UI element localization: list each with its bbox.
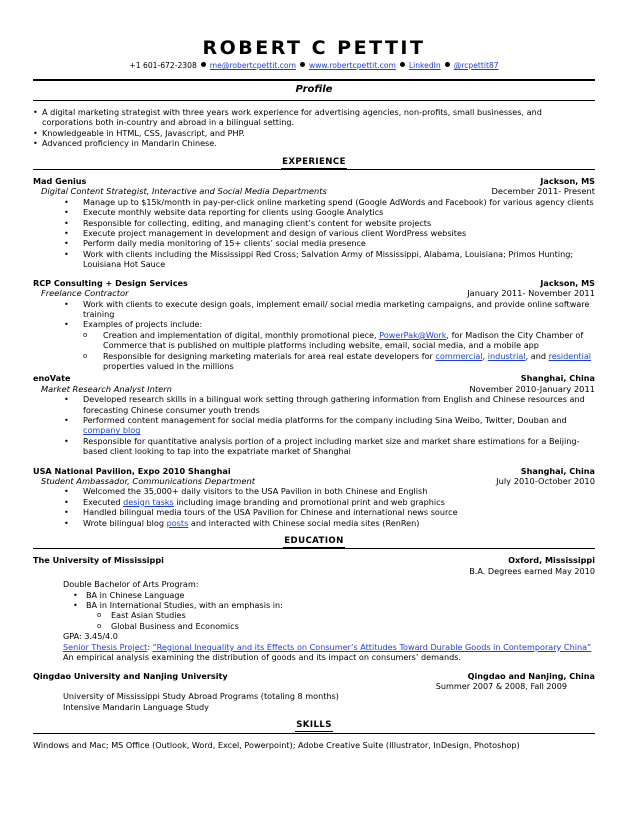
posts-link[interactable]: posts bbox=[166, 517, 189, 528]
job-bullet: • Wrote bilingual blog posts and interacted with Chinese social media sites (RenRen) bbox=[83, 518, 595, 528]
job-location: Shanghai, China bbox=[520, 373, 595, 384]
job-bullet: • Work with clients including the Mississippi Red Cross; Salvation Army of Mississippi, Alabama, Louisiana; Primos Hunting; Louisiana Hot Sauce bbox=[83, 249, 595, 270]
job-bullet: • Work with clients to execute design goals, implement email/ social media marketing campaigns, and provide online software training bbox=[83, 299, 595, 320]
job-location: Jackson, MS bbox=[540, 176, 595, 187]
job-title: Market Research Analyst Intern bbox=[41, 383, 172, 394]
job-bullets bbox=[33, 394, 595, 456]
emphasis-item: o East Asian Studies bbox=[111, 610, 595, 620]
sub-bullet: o Creation and implementation of digital, monthly promotional piece, PowerPak@Work, for Madison the City Chamber of Commerce that is published on multiple platforms including website, email, social media, and a mobile app bbox=[103, 330, 595, 351]
majors-list bbox=[33, 590, 595, 611]
job-entry bbox=[33, 176, 595, 270]
bullet-dot bbox=[300, 62, 305, 67]
website-link[interactable]: www.robertcpettit.com bbox=[308, 61, 396, 70]
emphasis-item: o Global Business and Economics bbox=[111, 621, 595, 631]
job-entry bbox=[33, 373, 595, 456]
company-name: Mad Genius bbox=[33, 176, 87, 187]
job-bullet: • Welcomed the 35,000+ daily visitors to the USA Pavilion in both Chinese and English bbox=[83, 486, 595, 496]
job-bullet: • Responsible for quantitative analysis portion of a project including market size and market share estimations for a Beijing-based client looking to tap into the expatriate market of Shanghai bbox=[83, 436, 595, 457]
company-name: USA National Pavilion, Expo 2010 Shanghai bbox=[33, 465, 231, 476]
education-heading: EDUCATION bbox=[284, 536, 344, 547]
major-item: • BA in Chinese Language bbox=[86, 590, 595, 600]
contact-line bbox=[33, 61, 595, 71]
emphasis-list bbox=[33, 610, 595, 631]
thesis-title-link[interactable]: “Regional Inequality and its Effects on Consumer’s Attitudes Toward Durable Goods in Contemporary China” bbox=[152, 641, 592, 652]
school-location: Oxford, Mississippi bbox=[508, 555, 595, 566]
job-bullet: • Manage up to $15k/month in pay-per-click online marketing spend (Google AdWords and Facebook) for various agency clients bbox=[83, 197, 595, 207]
profile-item: • Knowledgeable in HTML, CSS, Javascript, and PHP. bbox=[33, 128, 595, 138]
job-location: Shanghai, China bbox=[520, 465, 595, 476]
profile-item: • Advanced proficiency in Mandarin Chinese. bbox=[33, 138, 595, 148]
program-label: Double Bachelor of Arts Program: bbox=[63, 579, 199, 590]
job-bullet: • Perform daily media monitoring of 15+ clients’ social media presence bbox=[83, 238, 595, 248]
job-location: Jackson, MS bbox=[540, 277, 595, 288]
education-entry bbox=[33, 555, 595, 662]
degree-date: B.A. Degrees earned May 2010 bbox=[469, 565, 595, 576]
job-bullet: • Execute project management in development and design of various client WordPress websites bbox=[83, 228, 595, 238]
job-dates: December 2011- Present bbox=[491, 186, 595, 197]
major-item: • BA in International Studies, with an emphasis in: bbox=[86, 600, 595, 610]
thesis: Senior Thesis Project: “Regional Inequality and its Effects on Consumer’s Attitudes Toward Durable Goods in Contemporary China” An empirical analysis examining the distribution of goods and its impact on consumers’ demands. bbox=[63, 641, 592, 663]
sub-bullet: o Responsible for designing marketing materials for area real estate developers for commercial, industrial, and residential properties valued in the millions bbox=[103, 351, 595, 372]
email-link[interactable]: me@robertcpettit.com bbox=[209, 61, 296, 70]
job-entry bbox=[33, 466, 595, 528]
linkedin-link[interactable]: LinkedIn bbox=[408, 61, 441, 70]
job-bullets bbox=[33, 299, 595, 372]
commercial-link[interactable]: commercial bbox=[435, 350, 483, 361]
study-dates: Summer 2007 & 2008, Fall 2009 bbox=[435, 680, 567, 691]
experience-heading: EXPERIENCE bbox=[282, 156, 346, 167]
study-detail: Intensive Mandarin Language Study bbox=[63, 701, 209, 712]
skills-rule bbox=[33, 733, 595, 734]
job-title: Freelance Contractor bbox=[41, 288, 129, 299]
phone: +1 601-672-2308 bbox=[129, 61, 197, 70]
job-title: Digital Content Strategist, Interactive and Social Media Departments bbox=[41, 186, 327, 197]
profile-rule bbox=[33, 100, 595, 101]
company-name: enoVate bbox=[33, 373, 71, 384]
job-bullet: • Examples of projects include: o Creation and implementation of digital, monthly promotional piece, PowerPak@Work, for Madison the City Chamber of Commerce that is published on multiple platforms including website, email, social media, and a mobile app o Responsible for designing marketing materials for area real estate developers for commercial, industrial, and residential properties valued in the millions bbox=[83, 319, 595, 371]
education-entry bbox=[33, 671, 595, 713]
profile-heading: Profile bbox=[295, 84, 333, 95]
job-title: Student Ambassador, Communications Department bbox=[41, 476, 255, 486]
industrial-link[interactable]: industrial bbox=[487, 350, 526, 361]
job-dates: November 2010-January 2011 bbox=[469, 383, 595, 394]
job-dates: July 2010-October 2010 bbox=[496, 476, 595, 486]
job-bullet: • Execute monthly website data reporting for clients using Google Analytics bbox=[83, 207, 595, 217]
school-name: The University of Mississippi bbox=[33, 555, 164, 566]
job-bullet: • Developed research skills in a bilingual work setting through gathering information from English and Chinese resources and forecasting Chinese consumer youth trends bbox=[83, 394, 595, 415]
study-detail: University of Mississippi Study Abroad Programs (totaling 8 months) bbox=[63, 691, 339, 702]
profile-list bbox=[33, 107, 595, 149]
bullet-dot bbox=[445, 62, 450, 67]
education-rule bbox=[33, 548, 595, 549]
company-name: RCP Consulting + Design Services bbox=[33, 277, 188, 288]
design-tasks-link[interactable]: design tasks bbox=[123, 496, 174, 507]
resume-name: ROBERT C PETTIT bbox=[202, 37, 426, 59]
school-location: Qingdao and Nanjing, China bbox=[467, 670, 595, 681]
powerpak-link[interactable]: PowerPak@Work bbox=[379, 329, 447, 340]
resume-page bbox=[33, 0, 595, 750]
job-bullet: • Responsible for collecting, editing, and managing client’s content for website projects bbox=[83, 218, 595, 228]
job-entry bbox=[33, 278, 595, 372]
job-bullet: • Performed content management for social media platforms for the company including Sina Weibo, Twitter, Douban and company blog bbox=[83, 415, 595, 436]
job-bullets bbox=[33, 197, 595, 270]
bullet-dot bbox=[400, 62, 405, 67]
gpa: GPA: 3.45/4.0 bbox=[63, 631, 118, 642]
skills-heading: SKILLS bbox=[296, 720, 332, 731]
residential-link[interactable]: residential bbox=[548, 350, 592, 361]
experience-rule bbox=[33, 169, 595, 170]
profile-item: • A digital marketing strategist with three years work experience for advertising agencies, non-profits, small businesses, and corporations both in-country and abroad in a bilingual setting. bbox=[33, 107, 595, 128]
job-bullet: • Handled bilingual media tours of the USA Pavilion for Chinese and international news source bbox=[83, 507, 595, 517]
header-rule bbox=[33, 79, 595, 81]
job-dates: January 2011- November 2011 bbox=[467, 288, 595, 299]
company-blog-link[interactable]: company blog bbox=[83, 425, 141, 436]
school-name: Qingdao University and Nanjing University bbox=[33, 670, 228, 681]
sub-bullets bbox=[83, 330, 595, 372]
skills-text: Windows and Mac; MS Office (Outlook, Word, Excel, Powerpoint); Adobe Creative Suite (Illustrator, InDesign, Photoshop) bbox=[33, 739, 520, 750]
job-bullet: • Executed design tasks including image branding and promotional print and web graphics bbox=[83, 497, 595, 507]
twitter-link[interactable]: @rcpettit87 bbox=[453, 61, 499, 70]
bullet-dot bbox=[201, 62, 206, 67]
job-bullets bbox=[33, 486, 595, 528]
thesis-label-link[interactable]: Senior Thesis Project bbox=[63, 641, 148, 652]
